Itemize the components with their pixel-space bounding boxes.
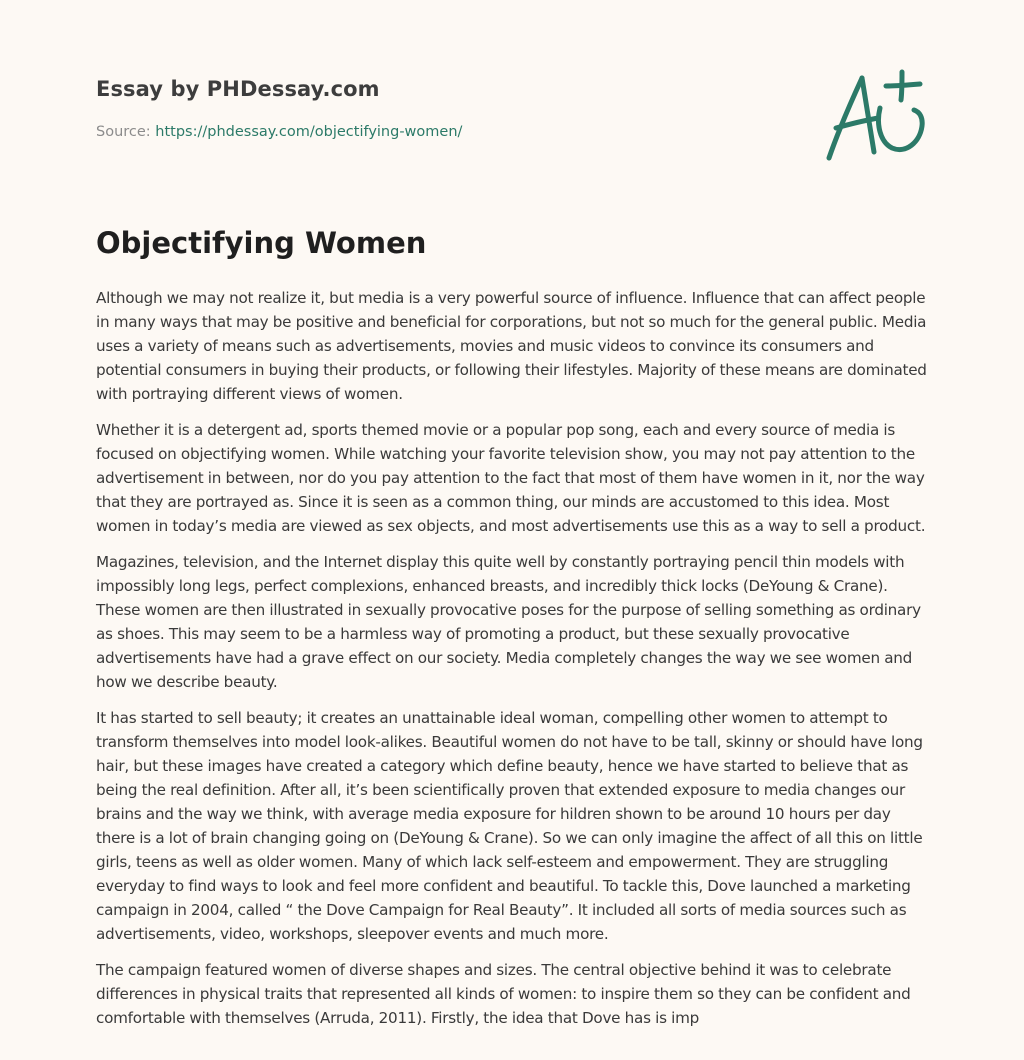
essay-paragraph: Whether it is a detergent ad, sports themed movie or a popular pop song, each and every source of media is focused on objectifying women. While watching your favorite television show, you may not pay attention to the advertisement in between, nor do you pay attention to the fact that most of them have women in it, nor the way that they are portrayed as. Since it is seen as a common thing, our minds are accustomed to this idea. Most women in today’s media are viewed as sex objects, and most advertisements use this as a way to sell a product. bbox=[96, 421, 926, 535]
essay-paragraph: It has started to sell beauty; it creates an unattainable ideal woman, compelling other women to attempt to transform themselves into model look-alikes. Beautiful women do not have to be tall, skinny or should have long hair, but these images have created a category which define beauty, hence we have started to believe that as being the real definition. After all, it’s been scientifically proven that extended exposure to media changes our brains and the way we think, with average media exposure for hildren shown to be around 10 hours per day there is a lot of brain changing going on (DeYoung & Crane). So we can only imagine the affect of all this on little girls, teens as well as older women. Many of which lack self-esteem and empowerment. They are struggling everyday to find ways to look and feel more confident and beautiful. To tackle this, Dove launched a marketing campaign in 2004, called “ the Dove Campaign for Real Beauty”. It included all sorts of media sources such as advertisements, video, workshops, sleepover events and much more. bbox=[96, 709, 923, 943]
essay-title: Objectifying Women bbox=[96, 226, 427, 260]
essay-paragraph: The campaign featured women of diverse shapes and sizes. The central objective behind it was to celebrate differences in physical traits that represented all kinds of women: to inspire them so they can be confident and comfortable with themselves (Arruda, 2011). Firstly, the idea that Dove has is imp bbox=[96, 961, 911, 1027]
essay-paragraph: Magazines, television, and the Internet display this quite well by constantly portraying pencil thin models with impossibly long legs, perfect complexions, enhanced breasts, and incredibly thick locks (DeYoung & Crane). These women are then illustrated in sexually provocative poses for the purpose of selling something as ordinary as shoes. This may seem to be a harmless way of promoting a product, but these sexually provocative advertisements have had a grave effect on our society. Media completely changes the way we see women and how we describe beauty. bbox=[96, 553, 921, 691]
site-title: Essay by PHDessay.com bbox=[96, 77, 380, 101]
essay-body bbox=[96, 286, 928, 1042]
source-line bbox=[96, 124, 462, 140]
source-link[interactable]: https://phdessay.com/objectifying-women/ bbox=[155, 124, 463, 140]
essay-paragraph: Although we may not realize it, but media is a very powerful source of influence. Influence that can affect people in many ways that may be positive and beneficial for corporations, but not so much for the general public. Media uses a variety of means such as advertisements, movies and music videos to convince its consumers and potential consumers in buying their products, or following their lifestyles. Majority of these means are dominated with portraying different views of women. bbox=[96, 289, 927, 403]
a-plus-logo-icon bbox=[822, 66, 932, 166]
source-label: Source: bbox=[96, 124, 151, 140]
